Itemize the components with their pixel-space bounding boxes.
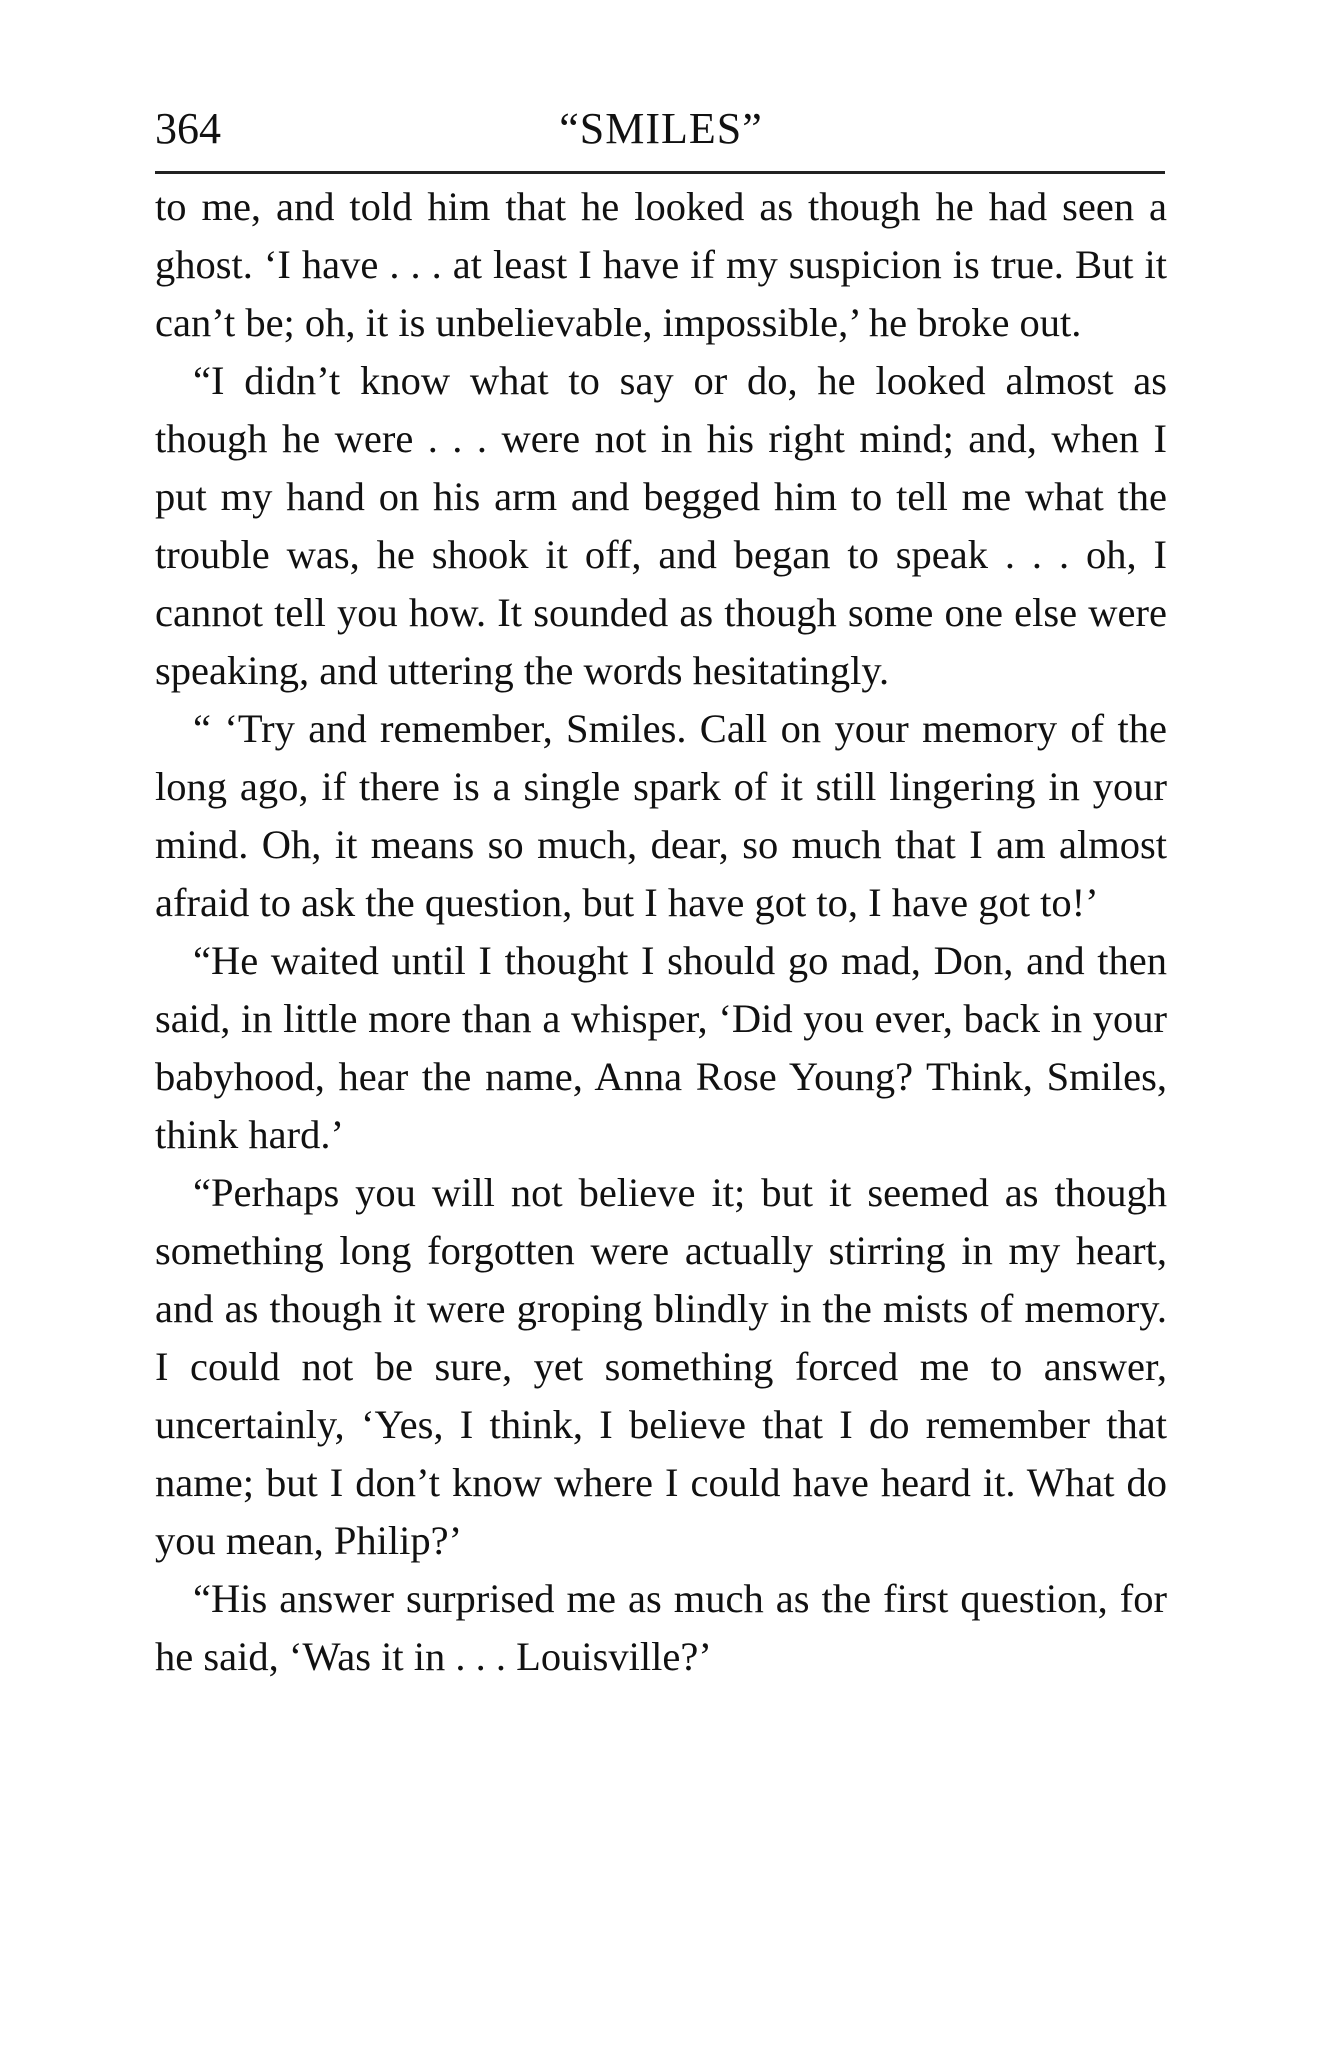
header-rule (155, 171, 1165, 174)
body-text (155, 178, 1167, 1686)
running-title: “SMILES” (559, 104, 763, 153)
paragraph-continued: to me, and told him that he looked as though he had seen a ghost. ‘I have . . . at least I have if my suspicion is true. But it can’t be; oh, it is unbelievable, impossible,’ he broke out. (155, 184, 1167, 345)
book-page (155, 95, 1167, 1686)
page-number: 364 (155, 104, 221, 153)
paragraph: “He waited until I thought I should go mad, Don, and then said, in little more than a whisper, ‘Did you ever, back in your babyhood, hear the name, Anna Rose Young? Think, Smiles, think hard.’ (155, 938, 1167, 1157)
page-header (155, 95, 1167, 163)
paragraph: “Perhaps you will not believe it; but it seemed as though something long forgotten were actually stirring in my heart, and as though it were groping blindly in the mists of memory. I could not be sure, yet something forced me to answer, uncertainly, ‘Yes, I think, I believe that I do remember that name; but I don’t know where I could have heard it. What do you mean, Philip?’ (155, 1170, 1167, 1563)
paragraph: “I didn’t know what to say or do, he looked almost as though he were . . . were not in his right mind; and, when I put my hand on his arm and begged him to tell me what the trouble was, he shook it off, and began to speak . . . oh, I cannot tell you how. It sounded as though some one else were speaking, and uttering the words hesitatingly. (155, 358, 1167, 693)
paragraph: “His answer surprised me as much as the first question, for he said, ‘Was it in . . . Louisville?’ (155, 1576, 1167, 1679)
paragraph: “ ‘Try and remember, Smiles. Call on your memory of the long ago, if there is a single spark of it still lingering in your mind. Oh, it means so much, dear, so much that I am almost afraid to ask the question, but I have got to, I have got to!’ (155, 706, 1167, 925)
